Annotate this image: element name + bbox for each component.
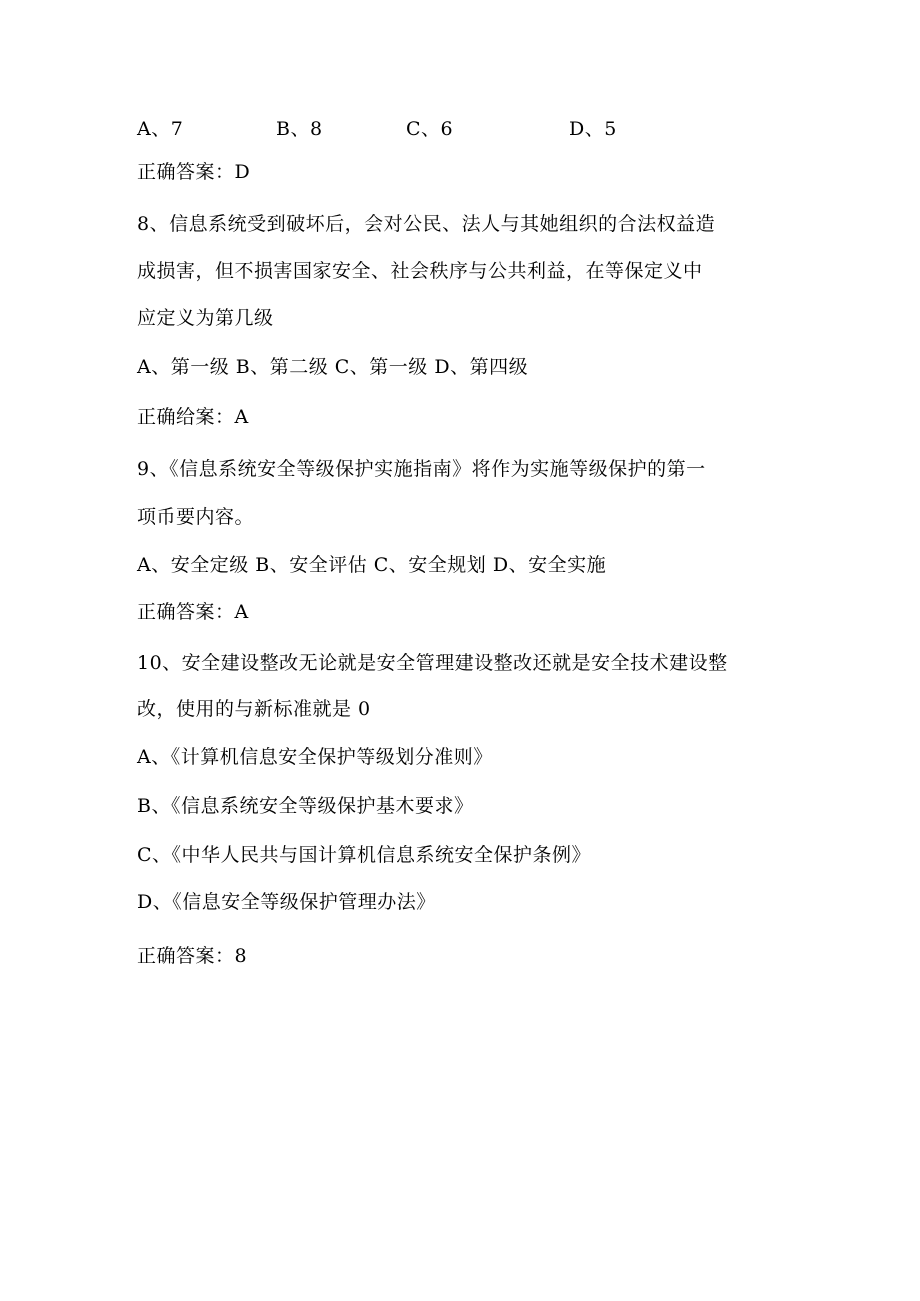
q9-options: A、安全定级 B、安全评估 C、安全规划 D、安全实施 — [137, 554, 607, 576]
q10-text-line-1: 10、安全建设整改无论就是安全管理建设整改还就是安全技术建设整 — [137, 652, 728, 674]
q9-answer: 正确答案：A — [137, 601, 249, 623]
q10-option-d: D、《信息安全等级保护管理办法》 — [137, 891, 436, 913]
q7-option-a: A、7 — [137, 118, 184, 140]
q10-option-a: A、《计算机信息安全保护等级划分准则》 — [137, 746, 493, 768]
q8-text-line-1: 8、信息系统受到破坏后，会对公民、法人与其她组织的合法权益造 — [137, 213, 716, 235]
q7-option-d: D、5 — [569, 118, 617, 140]
q7-option-b: B、8 — [276, 118, 323, 140]
q10-option-c: C、《中华人民共与国计算机信息系统安全保护条例》 — [137, 844, 592, 866]
q10-text-line-2: 改，使用的与新标准就是 0 — [137, 698, 371, 720]
q8-answer: 正确给案：A — [137, 406, 249, 428]
q7-answer: 正确答案：D — [137, 161, 251, 183]
q9-text-line-2: 项币要内容。 — [137, 506, 255, 528]
q7-options-row — [137, 117, 697, 141]
q9-text-line-1: 9、《信息系统安全等级保护实施指南》将作为实施等级保护的第一 — [137, 458, 706, 480]
q8-text-line-2: 成损害，但不损害国家安全、社会秩序与公共利益，在等保定义中 — [137, 260, 703, 282]
q8-text-line-3: 应定义为第几级 — [137, 307, 274, 329]
q8-options: A、第一级 B、第二级 C、第一级 D、第四级 — [137, 356, 529, 378]
q10-answer: 正确答案：8 — [137, 945, 248, 967]
q7-option-c: C、6 — [406, 118, 454, 140]
q10-option-b: B、《信息系统安全等级保护基木要求》 — [137, 795, 474, 817]
